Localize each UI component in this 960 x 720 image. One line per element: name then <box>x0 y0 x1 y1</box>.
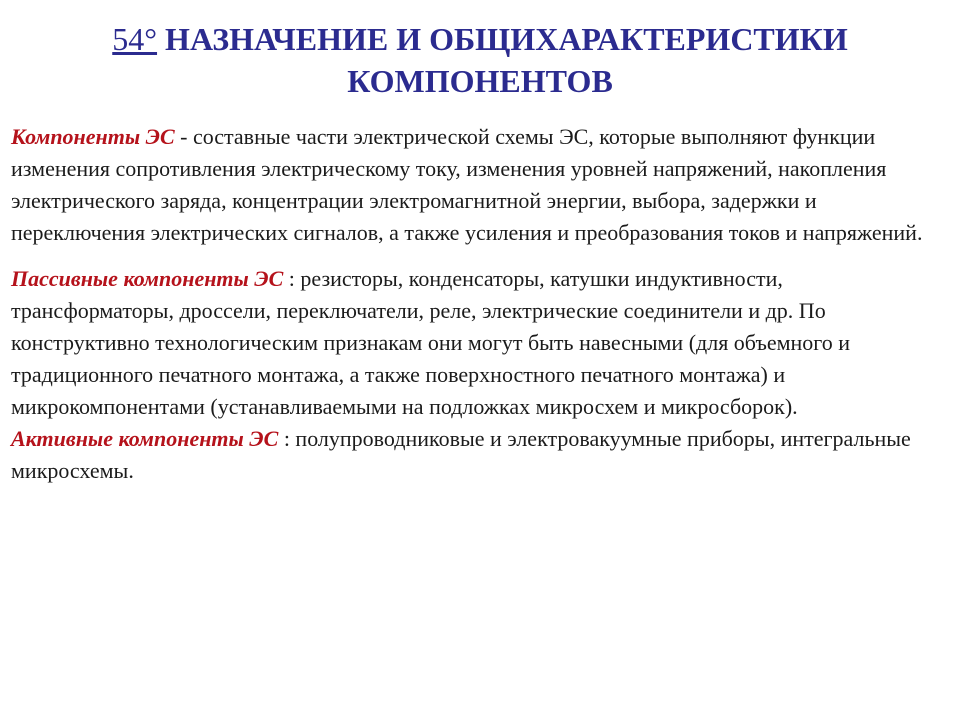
slide-body <box>11 121 946 487</box>
definition-components: - составные части электрической схемы ЭС, которые выполняют функции изменения сопротивления электрическому току, изменения уровней напряжений, накопления электрического заряда, концентрации электромагнитной энергии, выбора, задержки и переключения электрических сигналов, а также усиления и преобразования токов и напряжений. <box>11 124 923 245</box>
slide-number: 54° <box>112 21 158 57</box>
title-line-1: НАЗНАЧЕНИЕ И ОБЩИХАРАКТЕРИСТИКИ <box>165 21 848 57</box>
paragraph-gap <box>11 249 946 263</box>
title-line-2: КОМПОНЕНТОВ <box>347 63 613 99</box>
paragraph-components <box>11 121 946 249</box>
paragraph-passive <box>11 263 946 423</box>
definition-passive: : резисторы, конденсаторы, катушки индуктивности, трансформаторы, дроссели, переключатели, реле, электрические соединители и др. По конструктивно технологическим признакам они могут быть навесными (для объемного и традиционного печатного монтажа, а также поверхностного печатного монтажа) и микрокомпонентами (устанавливаемыми на подложках микросхем и микросборок). <box>11 266 851 419</box>
term-components: Компоненты ЭС <box>11 124 175 149</box>
slide-title <box>20 18 940 102</box>
definition-active: : полупроводниковые и электровакуумные приборы, интегральные микросхемы. <box>11 426 911 483</box>
term-passive: Пассивные компоненты ЭС <box>11 266 284 291</box>
term-active: Активные компоненты ЭС <box>11 426 279 451</box>
paragraph-active <box>11 423 946 487</box>
